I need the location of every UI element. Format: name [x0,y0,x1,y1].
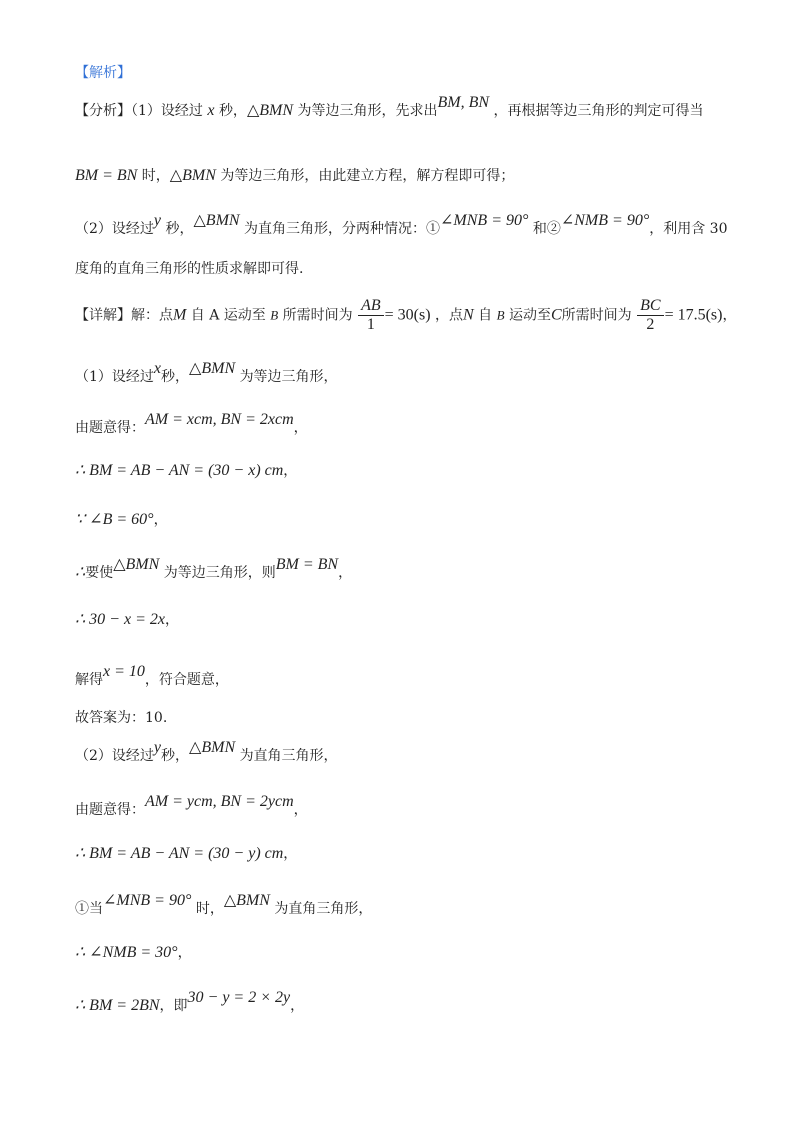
analysis-line-4: 度角的直角三角形的性质求解即可得. [75,261,304,277]
part1-solution: 解得x = 10，符合题意， [75,663,229,688]
part2-angle-nmb: ∴ ∠NMB = 30°， [75,944,192,961]
part2-bm-equation: ∴ BM = AB − AN = (30 − y) cm， [75,845,298,862]
time-fraction-ab: $\frac{AB}{1}$ [358,297,384,334]
part1-angle-b: ∵ ∠B = 60°， [75,511,168,528]
solution-heading: 【解析】 [75,65,131,81]
part1-answer: 故答案为：10. [75,710,168,726]
part2-head: （2）设经过y秒，△BMN 为直角三角形， [75,739,338,764]
part2-final-equation: ∴ BM = 2BN，即30 − y = 2 × 2y， [75,989,305,1014]
analysis-tag: 【分析】 [75,103,131,119]
analysis-line-2: BM = BN 时，△BMN 为等边三角形，由此建立方程，解方程即可得； [75,167,515,184]
part1-given: 由题意得：AM = xcm, BN = 2xcm， [75,411,308,436]
part1-equation: ∴ 30 − x = 2x， [75,611,179,628]
analysis-line-1: 【分析】（1）设经过 x 秒，△BMN 为等边三角形，先求出BM, BN ，再根据等边三角形的判定可得当 [75,94,704,119]
detail-tag: 【详解】 [75,307,131,324]
part1-condition: ∴要使△BMN 为等边三角形，则BM = BN， [75,556,353,581]
time-fraction-bc: $\frac{BC}{2}$ [637,297,663,334]
part2-case-1: ①当∠MNB = 90° 时，△BMN 为直角三角形， [75,892,373,917]
analysis-line-3: （2）设经过y 秒，△BMN 为直角三角形，分两种情况：①∠MNB = 90° 和②∠NMB = 90°，利用含 30 [75,212,728,237]
detail-line: 【详解】解：点M 自 A 运动至 B 所需时间为 $\frac{AB}{1}$ = 30(s) ，点N 自 B 运动至C所需时间为 $\frac{BC}{2}$ = 17.5(s)， [75,297,737,333]
part1-bm-equation: ∴ BM = AB − AN = (30 − x) cm， [75,462,298,479]
part2-given: 由题意得：AM = ycm, BN = 2ycm， [75,793,308,818]
part1-head: （1）设经过x秒，△BMN 为等边三角形， [75,360,338,385]
